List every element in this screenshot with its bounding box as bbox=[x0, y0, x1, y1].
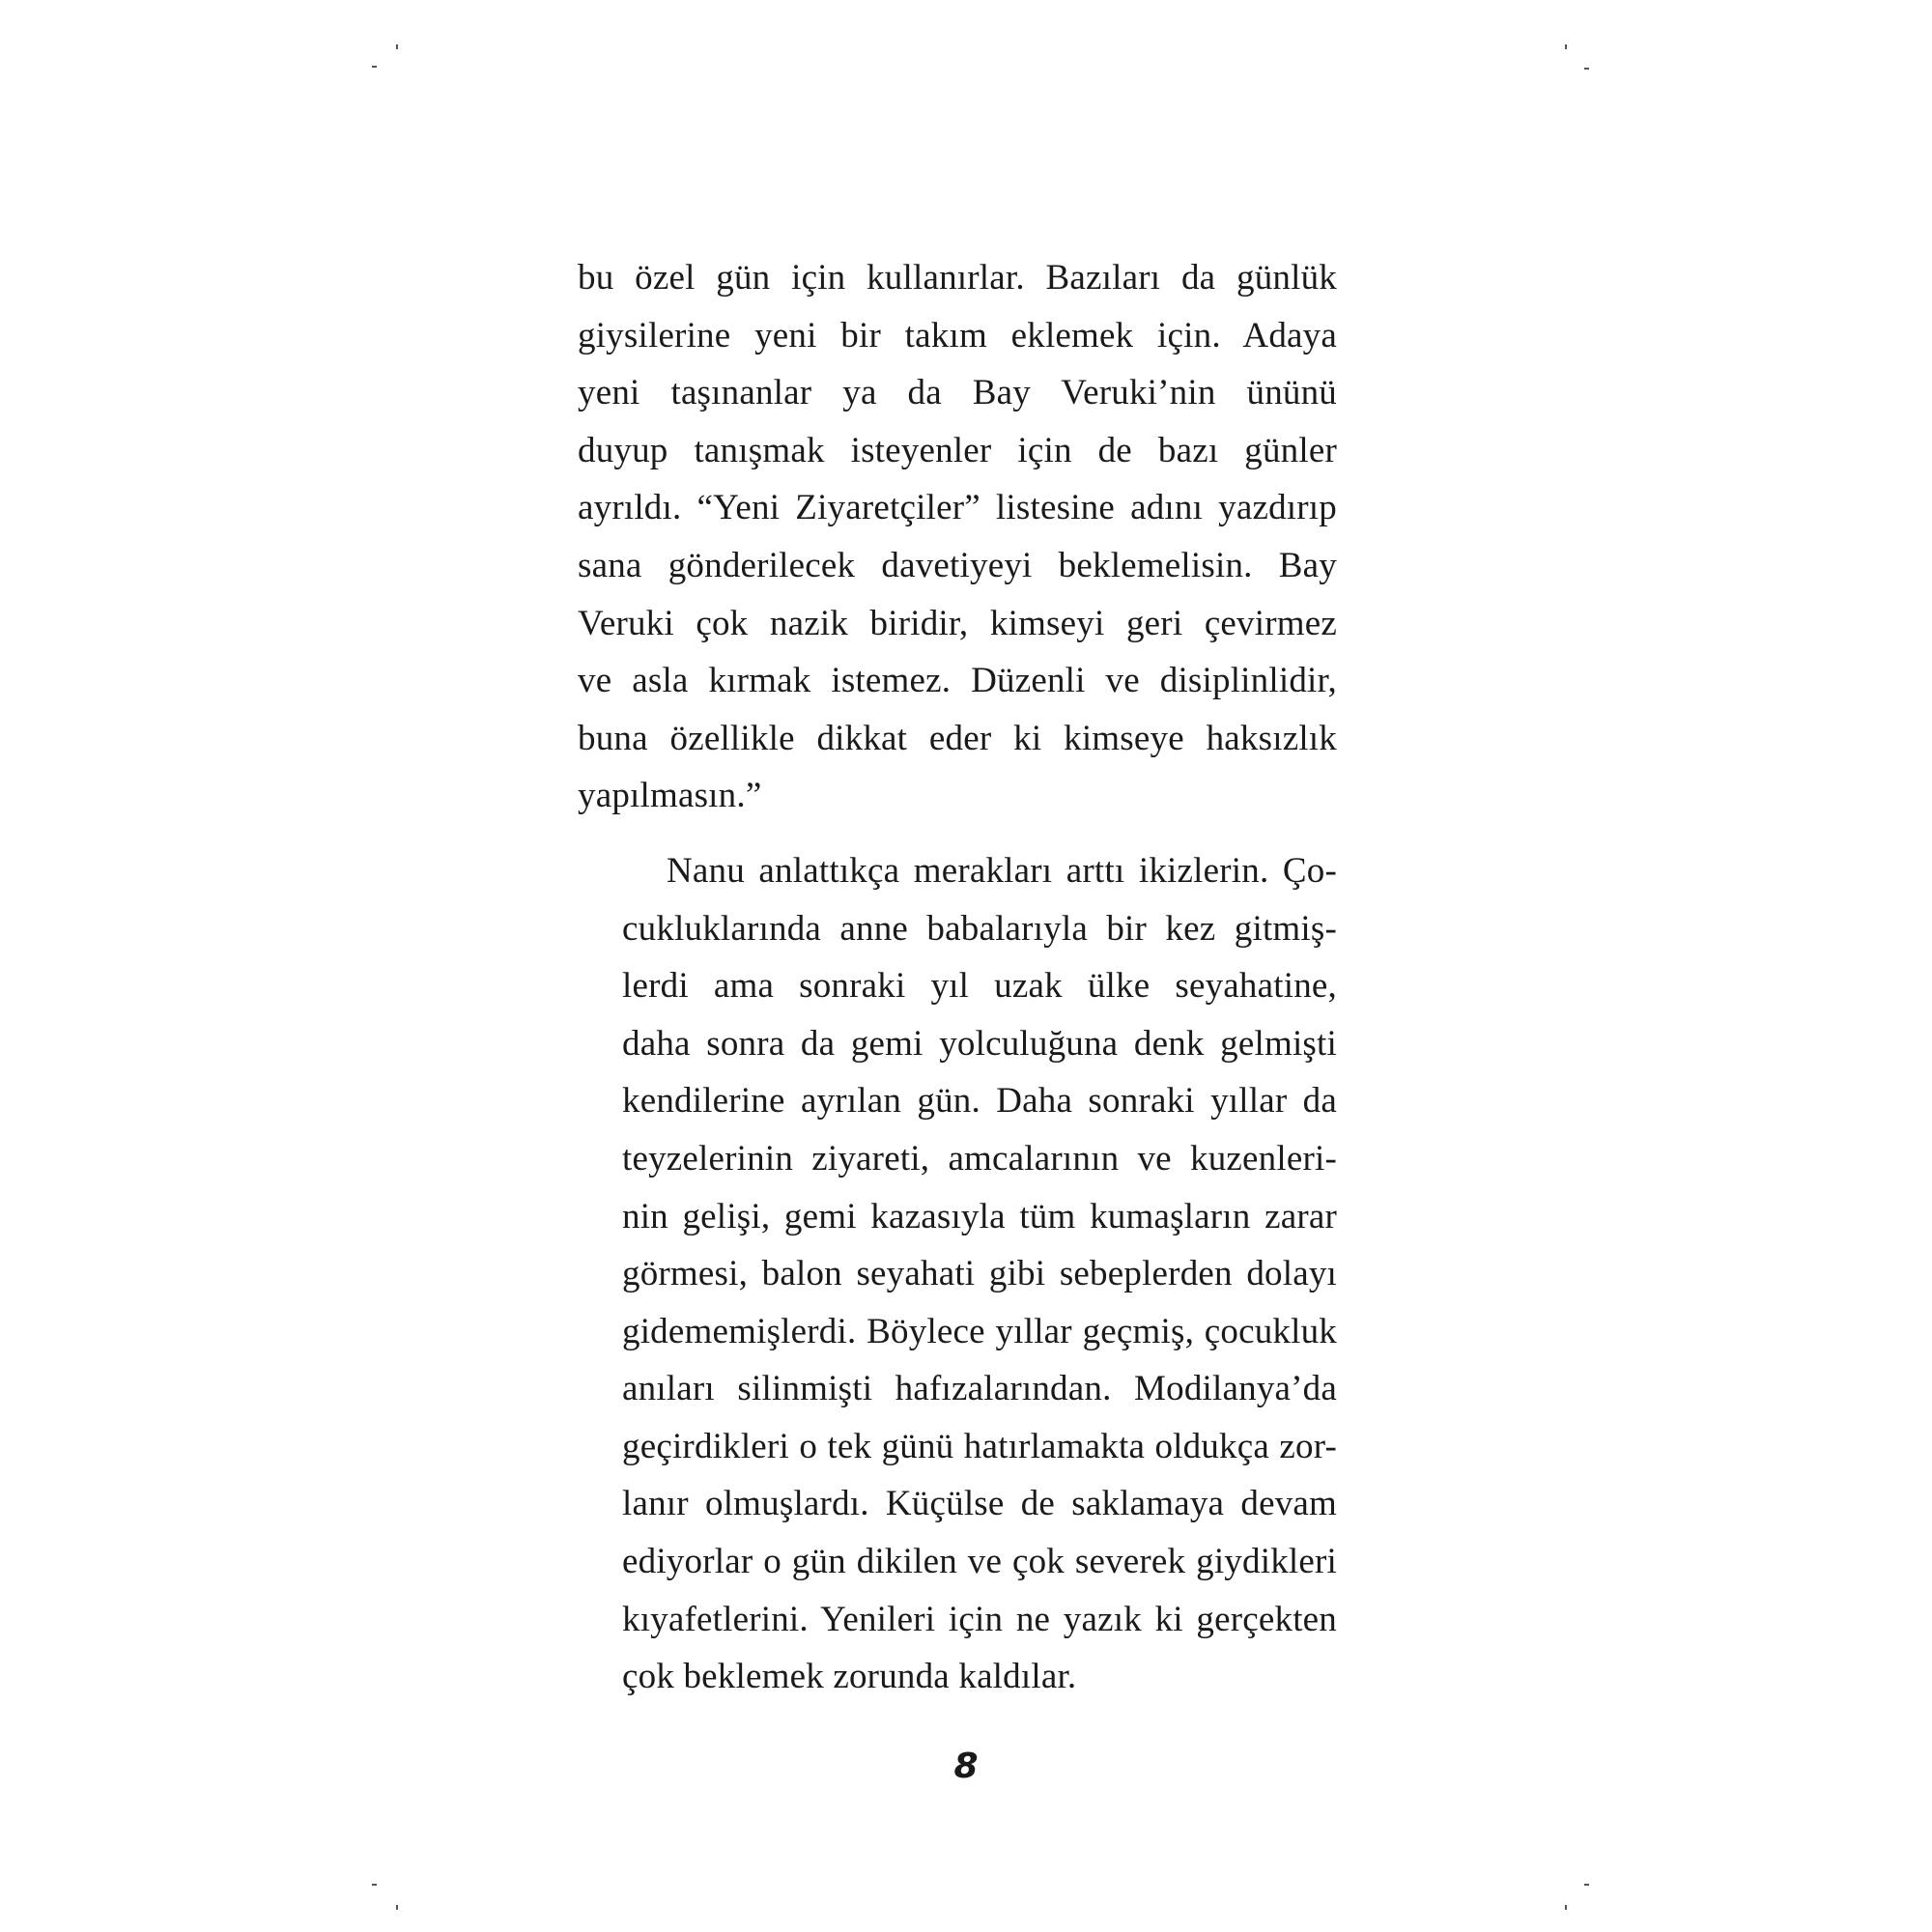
text-line: nin gelişi, gemi kazasıyla tüm kumaşların zarar bbox=[622, 1196, 1337, 1236]
text-line: sana gönderilecek davetiyeyi beklemelisin. Bay bbox=[578, 545, 1337, 585]
page-number: 8 bbox=[953, 1747, 979, 1786]
text-line: kendilerine ayrılan gün. Daha sonraki yıllar da bbox=[622, 1081, 1337, 1122]
crop-mark-top-right-v bbox=[1565, 44, 1567, 49]
text-line: duyup tanışmak isteyenler için de bazı günler bbox=[578, 430, 1337, 470]
text-line: bu özel gün için kullanırlar. Bazıları da günlük bbox=[578, 258, 1337, 298]
text-line: kıyafetlerini. Yenileri için ne yazık ki gerçekten bbox=[622, 1599, 1337, 1639]
text-line: ediyorlar o gün dikilen ve çok severek giydikleri bbox=[622, 1542, 1337, 1582]
text-line: gidememişlerdi. Böylece yıllar geçmiş, çocukluk bbox=[622, 1311, 1337, 1351]
crop-mark-top-right-h bbox=[1584, 68, 1589, 70]
text-line: lanır olmuşlardı. Küçülse de saklamaya devam bbox=[622, 1484, 1337, 1524]
text-line: buna özellikle dikkat eder ki kimseye haksızlık bbox=[578, 718, 1337, 758]
paragraph-continued bbox=[578, 249, 1337, 825]
page-body-text bbox=[578, 249, 1337, 1706]
crop-mark-bottom-left-v bbox=[396, 1905, 398, 1910]
crop-mark-bottom-right-h bbox=[1584, 1884, 1589, 1886]
text-line: geçirdikleri o tek günü hatırlamakta oldukça zor- bbox=[622, 1426, 1337, 1466]
text-line: Nanu anlattıkça merakları arttı ikizlerin. Ço- bbox=[667, 850, 1337, 891]
text-line: ayrıldı. “Yeni Ziyaretçiler” listesine adını yazdırıp bbox=[578, 488, 1337, 528]
crop-mark-top-left-v bbox=[396, 44, 398, 49]
text-line: yeni taşınanlar ya da Bay Veruki’nin ününü bbox=[578, 373, 1337, 413]
text-line: ve asla kırmak istemez. Düzenli ve disiplinlidir, bbox=[578, 661, 1337, 701]
text-line: teyzelerinin ziyareti, amcalarının ve kuzenleri- bbox=[622, 1138, 1337, 1179]
text-line: anıları silinmişti hafızalarından. Modilanya’da bbox=[622, 1369, 1337, 1409]
crop-mark-bottom-left-h bbox=[372, 1884, 377, 1886]
paragraph-new bbox=[578, 842, 1337, 1706]
crop-mark-top-left-h bbox=[372, 66, 377, 68]
text-line: daha sonra da gemi yolculuğuna denk gelmişti bbox=[622, 1023, 1337, 1064]
text-line: yapılmasın.” bbox=[578, 776, 762, 816]
text-line: görmesi, balon seyahati gibi sebeplerden dolayı bbox=[622, 1254, 1337, 1294]
text-line: Veruki çok nazik biridir, kimseyi geri çevirmez bbox=[578, 603, 1337, 643]
text-line: lerdi ama sonraki yıl uzak ülke seyahatine, bbox=[622, 966, 1337, 1007]
text-line: giysilerine yeni bir takım eklemek için. Adaya bbox=[578, 315, 1337, 355]
text-line: cukluklarında anne babalarıyla bir kez gitmiş- bbox=[622, 908, 1337, 949]
crop-mark-bottom-right-v bbox=[1565, 1905, 1567, 1910]
text-line: çok beklemek zorunda kaldılar. bbox=[622, 1657, 1077, 1697]
